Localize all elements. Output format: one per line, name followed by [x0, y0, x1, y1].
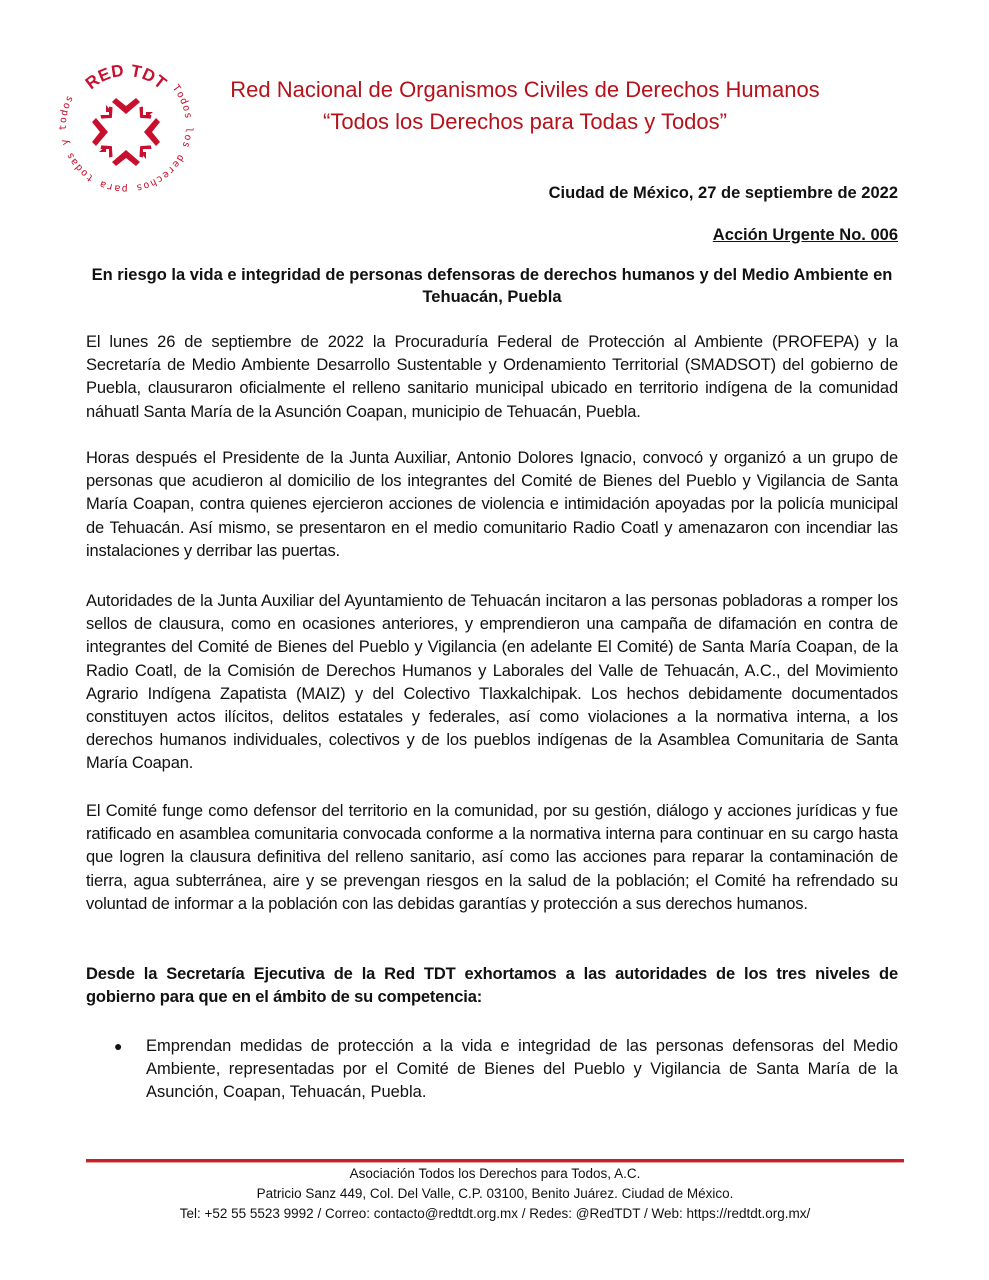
place-date: Ciudad de México, 27 de septiembre de 2022 — [548, 184, 898, 202]
logo-ring-text: Todos los derechos para todas y todos — [57, 82, 195, 195]
list-item-text: Emprendan medidas de protección a la vida e integridad de las personas defensoras del Medio Ambiente, representadas por el Comité de Bienes del Pueblo y Vigilancia de Santa María de la Asunción, Coapan, Tehuacán, Puebla. — [146, 1037, 898, 1102]
document-title: En riesgo la vida e integridad de personas defensoras de derechos humanos y del Medio Ambiente en Tehuacán, Puebla — [91, 266, 893, 306]
red-tdt-logo — [46, 46, 206, 206]
call-to-action: Desde la Secretaría Ejecutiva de la Red TDT exhortamos a las autoridades de los tres niveles de gobierno para que en el ámbito de su competencia: — [86, 965, 898, 1007]
red-tdt-emblem-icon — [46, 46, 206, 206]
org-header — [200, 74, 850, 138]
paragraph-4: El Comité funge como defensor del territorio en la comunidad, por su gestión, diálogo y acciones jurídicas y fue ratificado en asamblea comunitaria convocada conforme a la normativa interna para continuar en su cargo hasta que logren la clausura definitiva del relleno sanitario, así como las acciones para reparar la contaminación de tierra, agua subterránea, aire y se prevengan riesgos en la salud de la población; el Comité ha refrendado su voluntad de informar a la población con las debidas garantías y protección a sus derechos humanos. — [86, 802, 898, 913]
paragraph-3: Autoridades de la Junta Auxiliar del Ayuntamiento de Tehuacán incitaron a las personas pobladoras a romper los sellos de clausura, como en ocasiones anteriores, y emprendieron una campaña de difamación en contra de integrantes del Comité de Bienes del Pueblo y Vigilancia (en adelante El Comité) de Santa María Coapan, de la Radio Coatl, de la Comisión de Derechos Humanos y Laborales del Valle de Tehuacán, A.C., del Movimiento Agrario Indígena Zapatista (MAIZ) y del Colectivo Tlaxkalchipak. Los hechos debidamente documentados constituyen actos ilícitos, delitos estatales y federales, así como violaciones a la normativa interna, a los derechos humanos individuales, colectivos y de los pueblos indígenas de la Asamblea Comunitaria de Santa María Coapan. — [86, 592, 898, 773]
logo-brand-text: RED TDT — [81, 60, 171, 94]
demands-list — [110, 1035, 898, 1105]
footer-address: Patricio Sanz 449, Col. Del Valle, C.P. 03100, Benito Juárez. Ciudad de México. — [256, 1186, 734, 1201]
svg-text:RED TDT — [82, 61, 171, 93]
org-motto: “Todos los Derechos para Todas y Todos” — [323, 109, 727, 134]
list-item — [110, 1035, 898, 1105]
footer-divider — [86, 1159, 904, 1163]
urgent-action-number: Acción Urgente No. 006 — [712, 226, 898, 244]
footer — [86, 1164, 904, 1224]
svg-text:Todos los derechos para todas — [58, 83, 194, 194]
bullet-icon: ● — [114, 1038, 123, 1054]
paragraph-2: Horas después el Presidente de la Junta Auxiliar, Antonio Dolores Ignacio, convocó y organizó a un grupo de personas que acudieron al domicilio de los integrantes del Comité de Bienes del Pueblo y Vigilancia de Santa María Coapan, contra quienes ejercieron acciones de violencia e intimidación apoyadas por la policía municipal de Tehuacán. Así mismo, se presentaron en el medio comunitario Radio Coatl y amenazaron con incendiar las instalaciones y derribar las puertas. — [86, 449, 898, 560]
footer-contact: Tel: +52 55 5523 9992 / Correo: contacto@redtdt.org.mx / Redes: @RedTDT / Web: https://redtdt.org.mx/ — [179, 1206, 811, 1221]
footer-association: Asociación Todos los Derechos para Todos, A.C. — [349, 1166, 641, 1181]
org-name: Red Nacional de Organismos Civiles de Derechos Humanos — [230, 77, 820, 102]
paragraph-1: El lunes 26 de septiembre de 2022 la Procuraduría Federal de Protección al Ambiente (PROFEPA) y la Secretaría de Medio Ambiente Desarrollo Sustentable y Ordenamiento Territorial (SMADSOT) del gobierno de Puebla, clausuraron oficialmente el relleno sanitario municipal ubicado en territorio indígena de la comunidad náhuatl Santa María de la Asunción Coapan, municipio de Tehuacán, Puebla. — [86, 333, 898, 421]
star-emblem-icon — [92, 98, 160, 166]
